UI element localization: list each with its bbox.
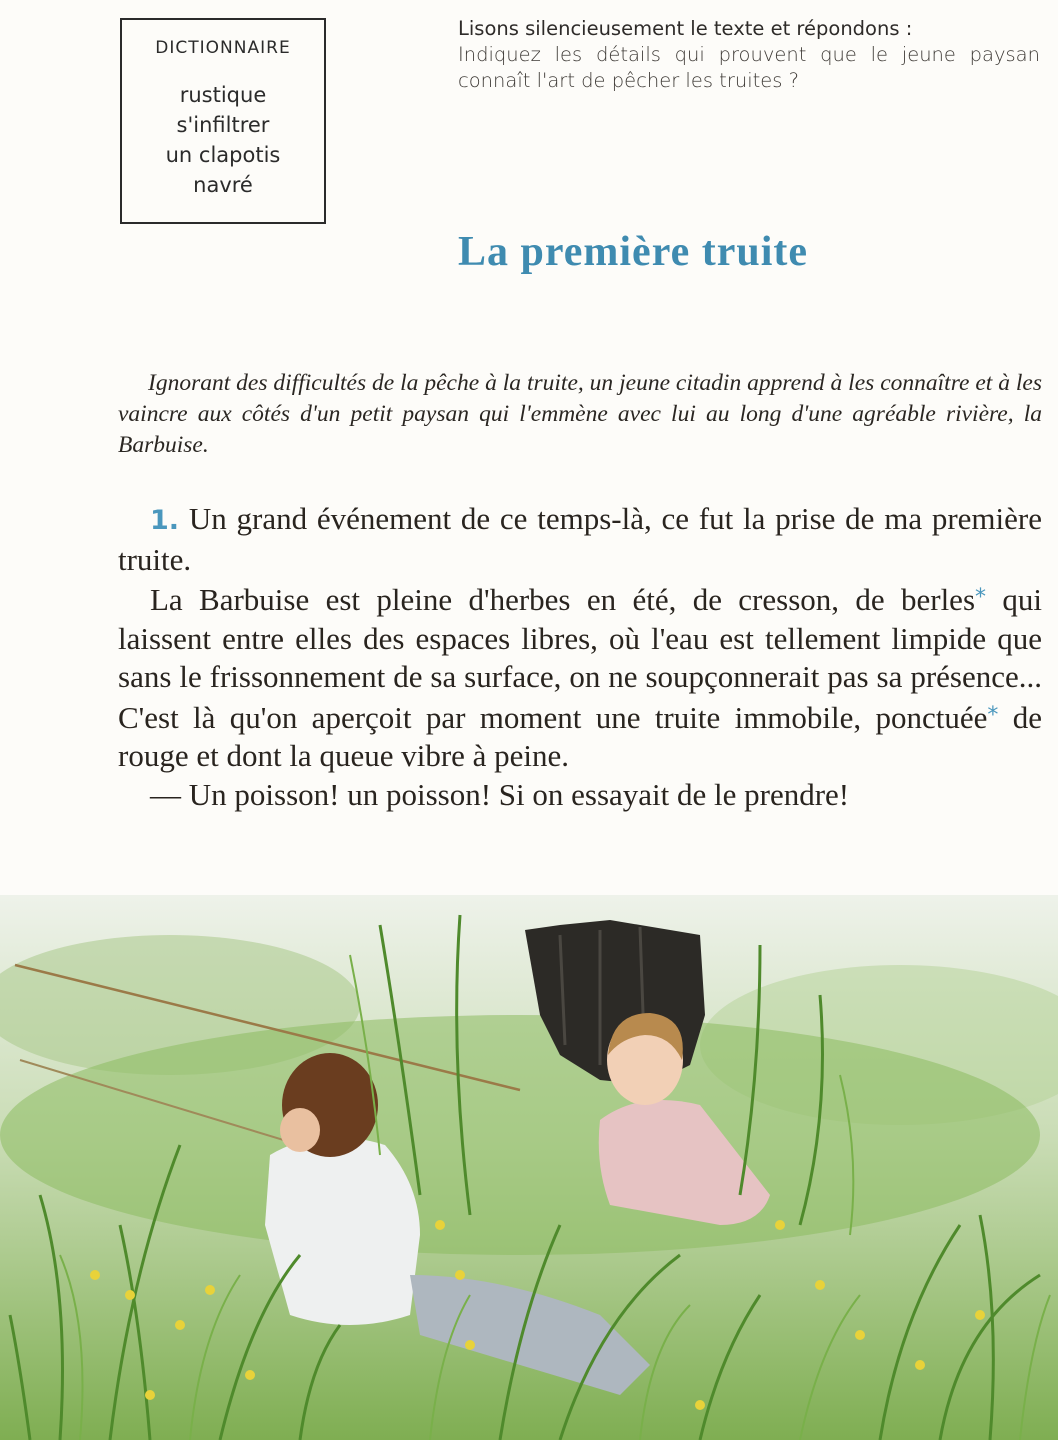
instructions-lead: Lisons silencieusement le texte et répondons :	[458, 17, 913, 40]
white-shirt-boy-ear	[280, 1108, 320, 1152]
reading-instructions	[458, 16, 1040, 94]
dictionary-word: navré	[193, 173, 253, 197]
paragraph-2-part1: La Barbuise est pleine d'herbes en été, de cresson, de berles	[150, 582, 976, 617]
paragraph-1-text: Un grand événement de ce temps-là, ce fut la prise de ma première truite.	[118, 501, 1043, 577]
glossary-star-icon: *	[975, 585, 987, 610]
intro-summary: Ignorant des difficultés de la pêche à la truite, un jeune citadin apprend à les connaître et à les vaincre aux côtés d'un petit paysan qui l'emmène avec lui au long d'une agréable rivière, la Barbuise.	[118, 370, 1042, 458]
white-shirt-boy-body	[265, 1137, 420, 1325]
dictionary-word: s'infiltrer	[176, 113, 270, 137]
dictionary-word: rustique	[179, 83, 267, 107]
dictionary-word-list	[122, 80, 324, 200]
paragraph-2	[118, 579, 1042, 776]
illustration-boys-fishing	[0, 895, 1058, 1440]
paragraph-2-part2: qui laissent entre elles des espaces libres, où l'eau est tellement limpide que sans le frissonnement de sa surface, on ne soupçonnerait pas sa présence... C'est là qu'on aperçoit par moment une truite immobile, ponctuée	[118, 582, 1042, 735]
instructions-question: Indiquez les détails qui prouvent que le jeune paysan connaît l'art de pêcher les truites ?	[458, 43, 1040, 92]
lesson-title: La première truite	[458, 229, 809, 275]
dictionary-word: un clapotis	[165, 143, 281, 167]
paragraph-1	[118, 500, 1042, 579]
illustration-svg	[0, 895, 1058, 1440]
paragraph-2-part3: de rouge et dont la queue vibre à peine.	[118, 699, 1042, 773]
story-text	[118, 500, 1042, 814]
dictionary-title: DICTIONNAIRE	[155, 38, 291, 58]
paragraph-number: 1.	[150, 505, 180, 536]
dialogue-line: — Un poisson! un poisson! Si on essayait de le prendre!	[150, 776, 850, 812]
dictionary-box	[120, 18, 326, 224]
glossary-star-icon: *	[987, 702, 999, 728]
